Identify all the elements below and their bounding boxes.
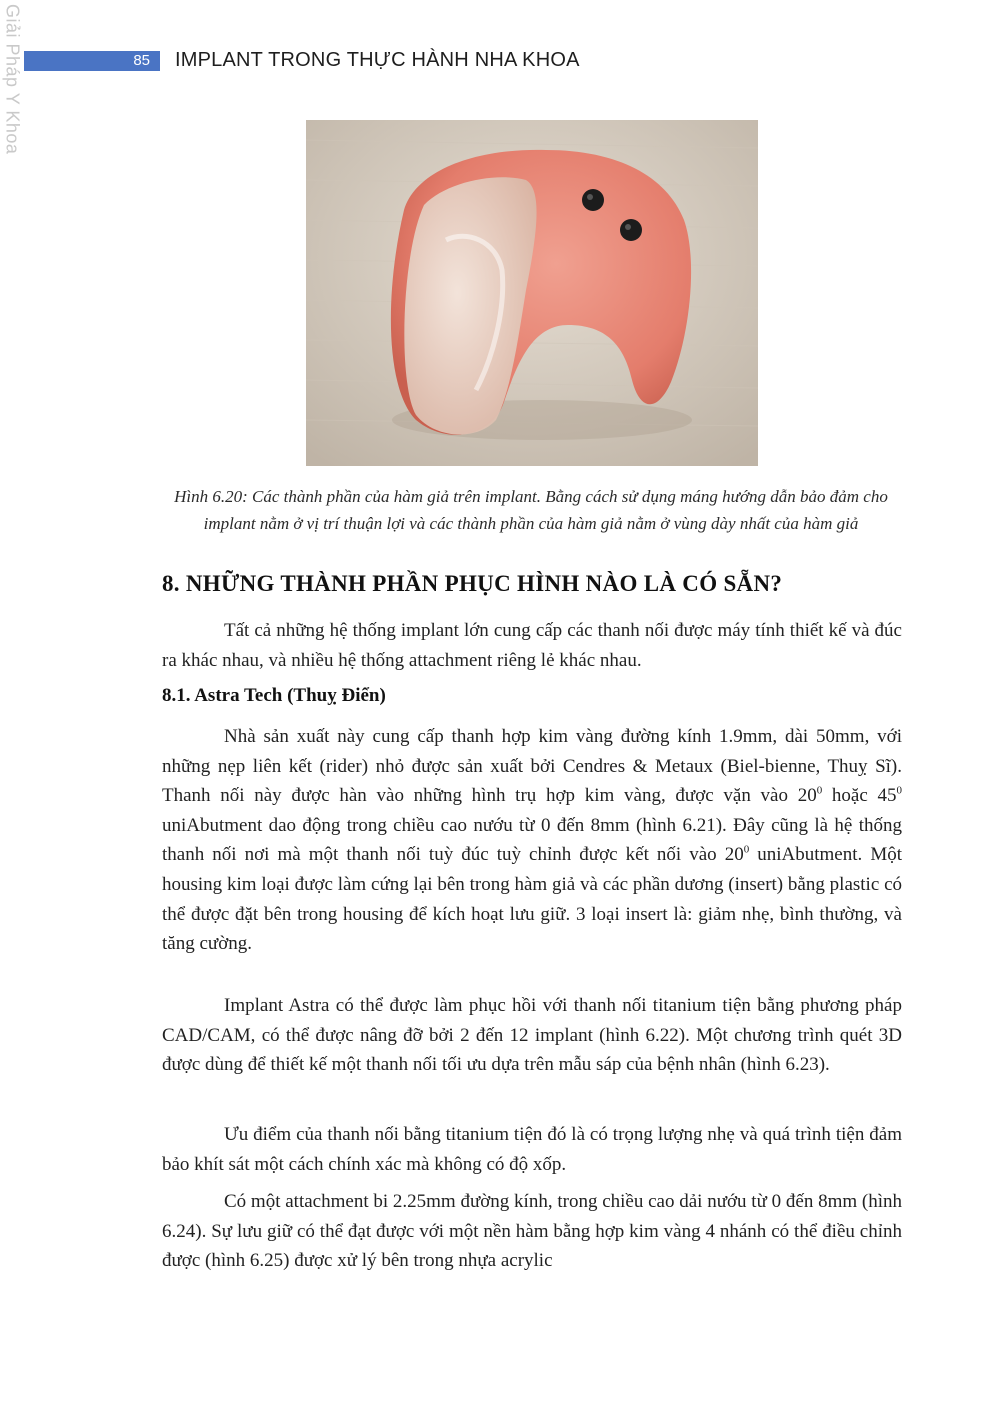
p1-text-a: Nhà sản xuất này cung cấp thanh hợp kim vàng đường kính 1.9mm, dài 50mm, với những nẹp liên kết (rider) nhỏ được sản xuất bởi Cendres & Metaux (Biel-bienne, Thuỵ Sĩ). Thanh nối này được hàn vào những hình trụ hợp kim vàng, được vặn vào 20 <box>162 726 902 807</box>
p1-text-b: hoặc 45 <box>822 785 897 807</box>
astra-paragraph-4: Có một attachment bi 2.25mm đường kính, trong chiều cao dải nướu từ 0 đến 8mm (hình 6.24). Sự lưu giữ có thể đạt được với một nền hàm bằng hợp kim vàng 4 nhánh có thể điều chỉnh được (hình 6.25) được xử lý bên trong nhựa acrylic <box>162 1191 902 1272</box>
section-heading: 8. NHỮNG THÀNH PHẦN PHỤC HÌNH NÀO LÀ CÓ SẴN? <box>162 571 783 596</box>
p1-text-d: uniAbutment. Một housing kim loại được làm cứng lại bên trong hàm giả và các phần dương (insert) bằng plastic có thể được đặt bên trong housing để kích hoạt lưu giữ. 3 loại insert là: giảm nhẹ, bình thường, và tăng cường. <box>162 844 902 955</box>
denture-photo <box>306 120 758 466</box>
p1-text-c: uniAbutment dao động trong chiều cao nướu từ 0 đến 8mm (hình 6.21). Đây cũng là hệ thống thanh nối nơi mà một thanh nối tuỳ đúc tuỳ chỉnh được kết nối vào 20 <box>162 814 902 866</box>
astra-paragraph-2: Implant Astra có thể được làm phục hồi với thanh nối titanium tiện bằng phương pháp CAD/CAM, có thể được nâng đỡ bởi 2 đến 12 implant (hình 6.22). Một chương trình quét 3D được dùng để thiết kế một thanh nối tối ưu dựa trên mẫu sáp của bệnh nhân (hình 6.23). <box>162 995 902 1076</box>
intro-paragraph: Tất cả những hệ thống implant lớn cung cấp các thanh nối được máy tính thiết kế và đúc ra khác nhau, và nhiều hệ thống attachment riêng lẻ khác nhau. <box>162 620 902 671</box>
degree-sup-3: 0 <box>743 844 750 857</box>
watermark-text: Giải Pháp Y Khoa <box>2 4 23 155</box>
page-header <box>0 47 990 73</box>
book-title: IMPLANT TRONG THỰC HÀNH NHA KHOA <box>175 49 580 71</box>
subsection-heading: 8.1. Astra Tech (Thuỵ Điển) <box>162 685 386 706</box>
astra-paragraph-3: Ưu điểm của thanh nối bằng titanium tiện đó là có trọng lượng nhẹ và quá trình tiện đảm bảo khít sát một cách chính xác mà không có độ xốp. <box>162 1124 902 1175</box>
denture-illustration <box>306 120 758 466</box>
astra-paragraph-1 <box>162 722 902 959</box>
figure-caption: Hình 6.20: Các thành phần của hàm giả trên implant. Bằng cách sử dụng máng hướng dẫn bảo đảm cho implant nằm ở vị trí thuận lợi và các thành phần của hàm giả nằm ở vùng dày nhất của hàm giả <box>174 487 888 533</box>
page-number: 85 <box>133 52 150 69</box>
side-watermark <box>0 0 24 180</box>
degree-sup-2: 0 <box>896 784 902 797</box>
degree-sup-1: 0 <box>816 784 823 797</box>
